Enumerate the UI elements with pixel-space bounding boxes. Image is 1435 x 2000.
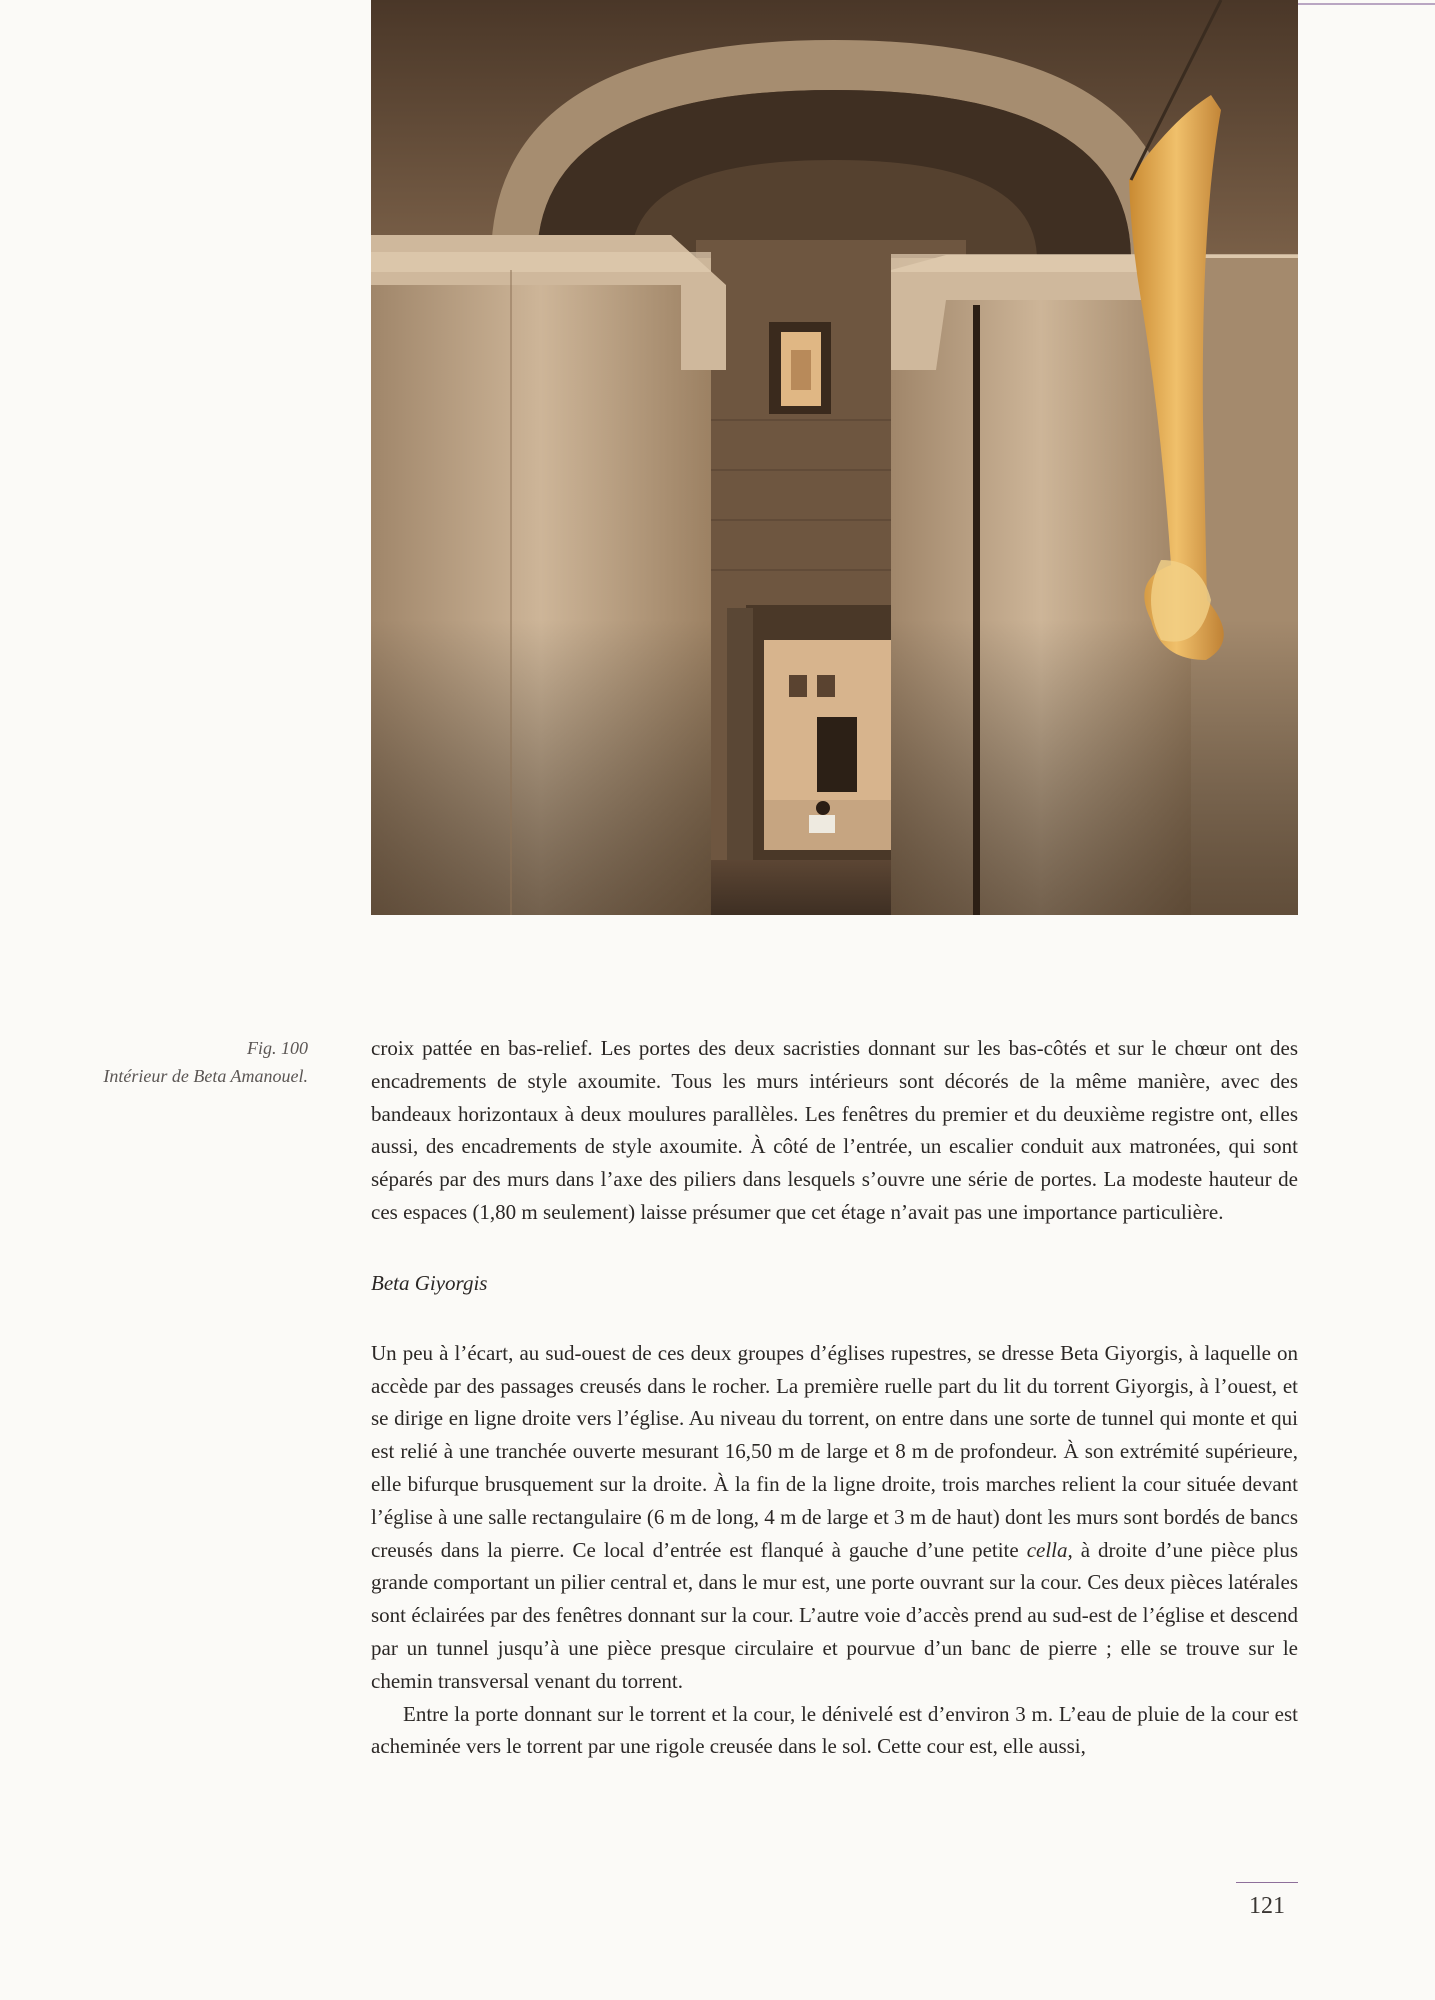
italic-term: cella,: [1026, 1537, 1073, 1562]
church-interior-illustration: [371, 0, 1298, 915]
body-paragraph: [371, 1337, 1298, 1698]
top-edge-rule: [1298, 3, 1435, 5]
page-number: 121: [1249, 1893, 1285, 1919]
church-interior-photo: [371, 0, 1298, 915]
paragraph-text-part: à droite d’une pièce plus grande comportant un pilier central et, dans le mur est, une porte ouvrant sur la cour. Ces deux pièces latérales sont éclairées par des fenêtres donnant sur la cour. L’autre voie d’accès prend au sud-est de l’église et descend par un tunnel jusqu’à une pièce presque circulaire et pourvue d’un banc de pierre ; elle se trouve sur le chemin transversal venant du torrent.: [371, 1537, 1299, 1693]
body-paragraph: Entre la porte donnant sur le torrent et la cour, le dénivelé est d’environ 3 m. L’eau de pluie de la cour est acheminée vers le torrent par une rigole creusée dans le sol. Cette cour est, elle aussi,: [371, 1701, 1298, 1759]
body-paragraph: croix pattée en bas-relief. Les portes des deux sacristies donnant sur les bas-côtés et sur le chœur ont des encadrements de style axoumite. Tous les murs intérieurs sont décorés de la même manière, avec des bandeaux horizontaux à deux moulures parallèles. Les fenêtres du premier et du deuxième registre ont, elles aussi, des encadrements de style axoumite. À côté de l’entrée, un escalier conduit aux matronées, qui sont séparés par des murs dans l’axe des piliers dans lesquels s’ouvre une série de portes. La modeste hauteur de ces espaces (1,80 m seulement) laisse présumer que cet étage n’avait pas une importance particulière.: [371, 1036, 1298, 1224]
section-heading: Beta Giyorgis: [371, 1270, 488, 1295]
main-text-column: [371, 1032, 1298, 1763]
figure-caption-text: Intérieur de Beta Amanouel.: [103, 1066, 308, 1086]
paragraph-text-part: Un peu à l’écart, au sud-ouest de ces deux groupes d’églises rupestres, se dresse Beta Giyorgis, à laquelle on accède par des passages creusés dans le rocher. La première ruelle part du lit du torrent Giyorgis, à l’ouest, et se dirige en ligne droite vers l’église. Au niveau du torrent, on entre dans une sorte de tunnel qui monte et qui est relié à une tranchée ouverte mesurant 16,50 m de large et 8 m de profondeur. À son extrémité supérieure, elle bifurque brusquement sur la droite. À la fin de la ligne droite, trois marches relient la cour située devant l’église à une salle rectangulaire (6 m de long, 4 m de large et 3 m de haut) dont les murs sont bordés de bancs creusés dans la pierre. Ce local d’entrée est flanqué à gauche d’une petite: [371, 1340, 1298, 1562]
figure-number: Fig. 100: [247, 1038, 308, 1058]
page-number-rule: [1236, 1882, 1298, 1883]
figure-caption: [40, 1034, 308, 1090]
